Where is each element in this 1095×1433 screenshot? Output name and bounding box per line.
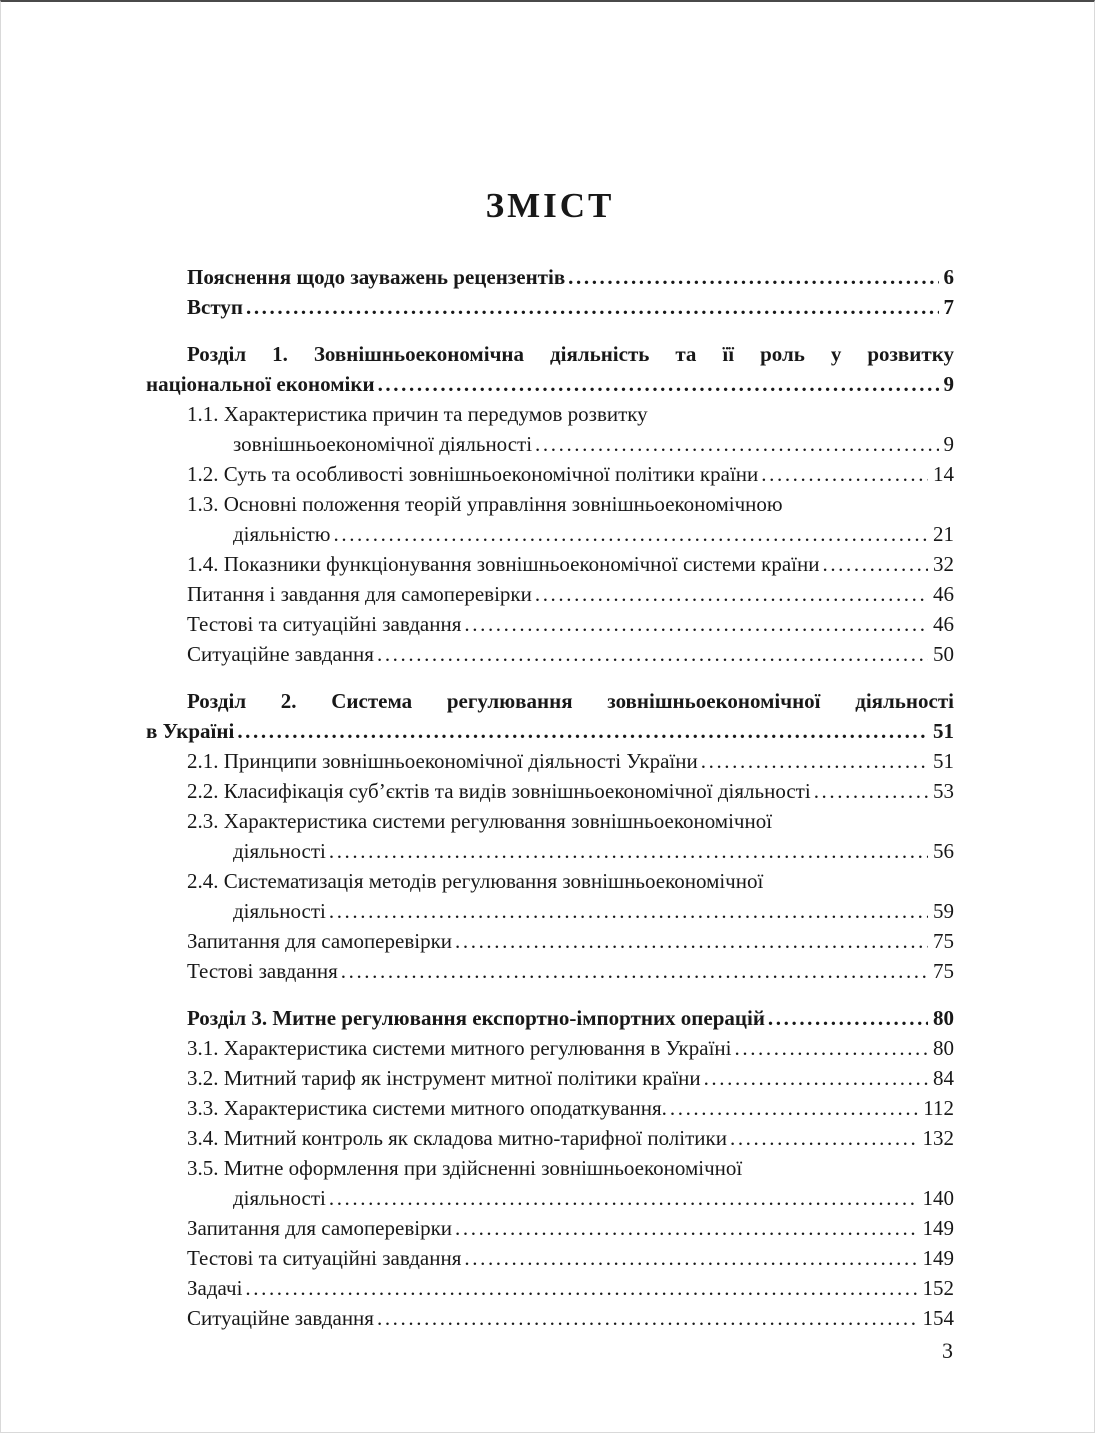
toc-entry-page-number: 51 — [933, 749, 954, 773]
section-gap — [146, 986, 954, 1003]
toc-entry-line — [146, 262, 954, 292]
page-number: 3 — [942, 1338, 953, 1363]
section-gap — [146, 322, 954, 339]
toc-entry-text: Розділ 2. Система регулювання зовнішньоекономічної діяльності — [187, 689, 954, 713]
toc-entry-line — [146, 716, 954, 746]
toc-entry-text: в Україні — [146, 719, 235, 743]
toc-entry-line — [146, 1003, 954, 1033]
toc-entry-page-number: 7 — [943, 295, 954, 319]
dot-leader — [704, 1063, 928, 1093]
toc-entry-line — [146, 806, 954, 836]
toc-entry-text: діяльністю — [233, 522, 331, 546]
toc-entry-text: Тестові завдання — [187, 959, 338, 983]
toc-entry-line — [146, 339, 954, 369]
toc-entry-text: Питання і завдання для самоперевірки — [187, 582, 532, 606]
dot-leader — [329, 836, 928, 866]
toc-entry-page-number: 32 — [933, 552, 954, 576]
toc-entry-text: зовнішньоекономічної діяльності — [233, 432, 533, 456]
toc-entry-page-number: 84 — [933, 1066, 954, 1090]
toc-entry-page-number: 56 — [933, 839, 954, 863]
toc-entry-line — [146, 489, 954, 519]
dot-leader — [535, 429, 938, 459]
section-gap — [146, 669, 954, 686]
toc-entry-page-number: 75 — [933, 959, 954, 983]
dot-leader — [378, 369, 939, 399]
toc-entry-page-number: 21 — [933, 522, 954, 546]
toc-entry-line — [146, 1063, 954, 1093]
dot-leader — [237, 716, 928, 746]
toc-entry-line — [146, 399, 954, 429]
toc-entry-page-number: 112 — [923, 1096, 954, 1120]
dot-leader — [464, 609, 928, 639]
toc-entry-page-number: 152 — [922, 1276, 954, 1300]
toc-entry-line — [146, 926, 954, 956]
toc-entry-page-number: 154 — [922, 1306, 954, 1330]
toc-entry-text: Тестові та ситуаційні завдання — [187, 1246, 462, 1270]
dot-leader — [535, 579, 928, 609]
dot-leader — [670, 1093, 918, 1123]
page-title: ЗМІСТ — [485, 186, 615, 225]
toc-entry-text: 2.1. Принципи зовнішньоекономічної діяльності України — [187, 749, 698, 773]
dot-leader — [735, 1033, 929, 1063]
toc-entry-text: Запитання для самоперевірки — [187, 929, 453, 953]
toc-entry-line — [146, 1183, 954, 1213]
dot-leader — [455, 926, 928, 956]
toc-entry-text: діяльності — [233, 839, 326, 863]
toc-entry-page-number: 53 — [933, 779, 954, 803]
toc-entry-text: національної економіки — [146, 372, 375, 396]
toc-entry-line — [146, 369, 954, 399]
toc-entry-page-number: 9 — [943, 432, 954, 456]
toc-entry-page-number: 6 — [943, 265, 954, 289]
toc-entry-page-number: 140 — [922, 1186, 954, 1210]
dot-leader — [377, 639, 928, 669]
toc-entry-text: 2.3. Характеристика системи регулювання зовнішньоекономічної — [187, 809, 773, 833]
dot-leader — [246, 292, 939, 322]
toc-entry-text: 3.2. Митний тариф як інструмент митної політики країни — [187, 1066, 701, 1090]
toc-entry-line — [146, 776, 954, 806]
toc-entry-text: 1.2. Суть та особливості зовнішньоекономічної політики країни — [187, 462, 759, 486]
toc-entry-line — [146, 1303, 954, 1333]
dot-leader — [814, 776, 928, 806]
toc-entry-line — [146, 639, 954, 669]
toc-entry-text: 3.3. Характеристика системи митного оподаткування. — [187, 1096, 667, 1120]
toc-entry-line — [146, 746, 954, 776]
toc-entry-page-number: 9 — [943, 372, 954, 396]
toc-entry-text: Запитання для самоперевірки — [187, 1216, 453, 1240]
toc-entry-line — [146, 1093, 954, 1123]
toc-entry-line — [146, 956, 954, 986]
toc-entry-line — [146, 579, 954, 609]
toc-entry-line — [146, 459, 954, 489]
toc-entry-page-number: 14 — [933, 462, 954, 486]
dot-leader — [334, 519, 929, 549]
dot-leader — [730, 1123, 918, 1153]
toc-entry-line — [146, 1243, 954, 1273]
toc-entry-page-number: 46 — [933, 582, 954, 606]
toc-entry-page-number: 51 — [933, 719, 954, 743]
toc-entry-text: 2.4. Систематизація методів регулювання зовнішньоекономічної — [187, 869, 764, 893]
toc-entry-page-number: 80 — [933, 1036, 954, 1060]
toc-entry-line — [146, 686, 954, 716]
toc-entry-line — [146, 1153, 954, 1183]
toc-entry-text: Ситуаційне завдання — [187, 642, 374, 666]
toc-entry-text: Розділ 3. Митне регулювання експортно-імпортних операцій — [187, 1006, 765, 1030]
toc-entry-page-number: 80 — [933, 1006, 954, 1030]
toc-entry-text: 3.1. Характеристика системи митного регулювання в Україні — [187, 1036, 732, 1060]
toc-entry-text: Пояснення щодо зауважень рецензентів — [187, 265, 566, 289]
toc-entry-page-number: 149 — [922, 1216, 954, 1240]
toc-entry-page-number: 46 — [933, 612, 954, 636]
toc-list — [146, 262, 954, 1333]
dot-leader — [701, 746, 928, 776]
toc-entry-line — [146, 896, 954, 926]
toc-entry-page-number: 50 — [933, 642, 954, 666]
toc-entry-page-number: 149 — [922, 1246, 954, 1270]
toc-entry-line — [146, 549, 954, 579]
dot-leader — [568, 262, 938, 292]
toc-entry-line — [146, 836, 954, 866]
dot-leader — [464, 1243, 917, 1273]
toc-entry-line — [146, 1033, 954, 1063]
dot-leader — [329, 896, 928, 926]
toc-entry-line — [146, 609, 954, 639]
dot-leader — [455, 1213, 917, 1243]
toc-entry-text: 2.2. Класифікація суб’єктів та видів зовнішньоекономічної діяльності — [187, 779, 811, 803]
toc-entry-text: 3.4. Митний контроль як складова митно-тарифної політики — [187, 1126, 727, 1150]
toc-entry-text: діяльності — [233, 899, 326, 923]
toc-entry-text: 1.4. Показники функціонування зовнішньоекономічної системи країни — [187, 552, 820, 576]
toc-entry-text: 1.1. Характеристика причин та передумов розвитку — [187, 402, 648, 426]
toc-entry-line — [146, 1123, 954, 1153]
dot-leader — [822, 549, 928, 579]
dot-leader — [377, 1303, 918, 1333]
toc-entry-text: Задачі — [187, 1276, 243, 1300]
toc-entry-line — [146, 292, 954, 322]
toc-entry-text: 3.5. Митне оформлення при здійсненні зовнішньоекономічної — [187, 1156, 743, 1180]
toc-entry-page-number: 75 — [933, 929, 954, 953]
toc-entry-line — [146, 429, 954, 459]
page-content — [1, 2, 1094, 1333]
toc-entry-line — [146, 866, 954, 896]
toc-entry-text: Вступ — [187, 295, 243, 319]
toc-entry-text: Розділ 1. Зовнішньоекономічна діяльність та її роль у розвитку — [187, 342, 954, 366]
toc-entry-page-number: 132 — [922, 1126, 954, 1150]
dot-leader — [768, 1003, 928, 1033]
toc-entry-line — [146, 1273, 954, 1303]
toc-entry-text: Ситуаційне завдання — [187, 1306, 374, 1330]
dot-leader — [329, 1183, 918, 1213]
toc-entry-text: 1.3. Основні положення теорій управління зовнішньоекономічною — [187, 492, 783, 516]
dot-leader — [761, 459, 928, 489]
toc-entry-line — [146, 519, 954, 549]
toc-entry-page-number: 59 — [933, 899, 954, 923]
toc-entry-text: Тестові та ситуаційні завдання — [187, 612, 462, 636]
dot-leader — [245, 1273, 917, 1303]
toc-entry-text: діяльності — [233, 1186, 326, 1210]
toc-entry-line — [146, 1213, 954, 1243]
dot-leader — [341, 956, 928, 986]
